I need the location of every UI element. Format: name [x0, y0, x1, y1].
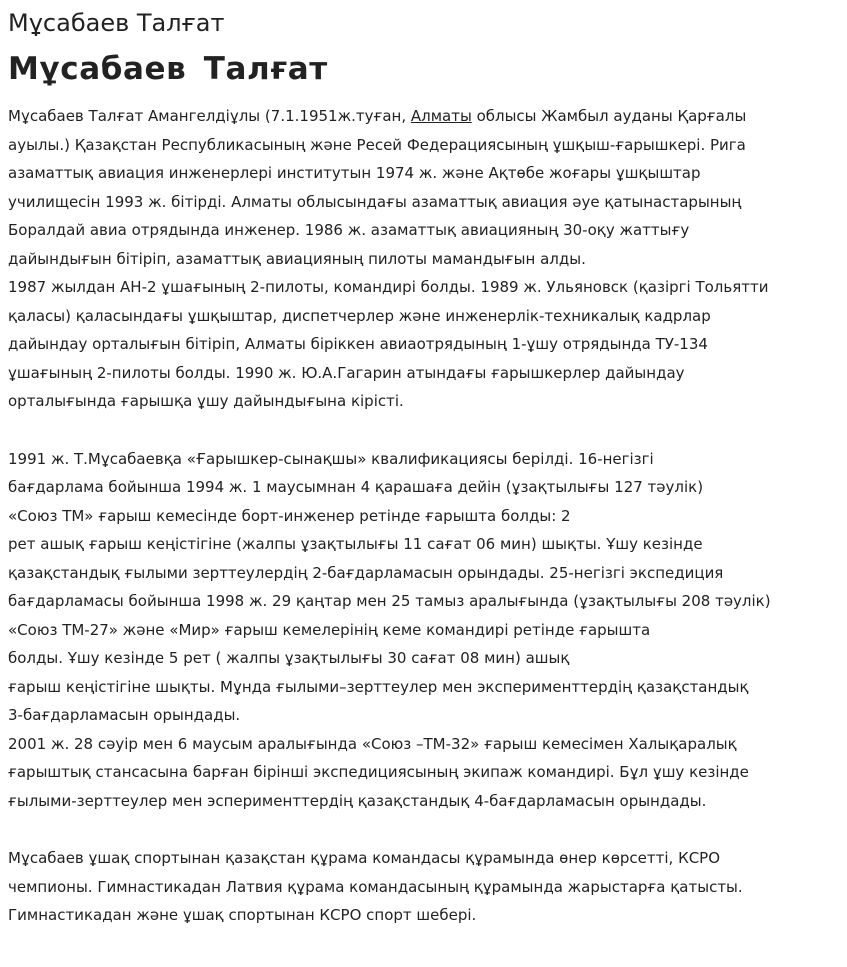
paragraph-biography [8, 102, 839, 273]
paragraph-line: бағдарламасы бойынша 1998 ж. 29 қаңтар мен 25 тамыз аралығында (ұзақтылығы 208 тәулік) [8, 592, 771, 610]
paragraph-line: бағдарлама бойынша 1994 ж. 1 маусымнан 4 қарашаға дейін (ұзақтылығы 127 тәулік) [8, 478, 704, 496]
paragraph-line: ғарыш кеңістігіне шықты. Мұнда ғылыми–зерттеулер мен эксперименттердің қазақстандық [8, 677, 749, 696]
paragraph-line: қазақстандық ғылыми зерттеулердің 2-бағдарламасын орындады. 25-негізгі экспедиция [8, 563, 724, 582]
paragraph-line: ұшағының 2-пилоты болды. 1990 ж. Ю.А.Гагарин атындағы ғарышкерлер дайындау [8, 363, 685, 382]
paragraph-iss-mission [8, 730, 839, 816]
paragraph-line: «Союз ТМ-27» және «Мир» ғарыш кемелерінің кеме командирі ретінде ғарышта [8, 620, 651, 639]
paragraph-line: чемпионы. Гимнастикадан Латвия құрама командасының құрамында жарыстарға қатысты. [8, 877, 743, 896]
text-span: облысы Жамбыл ауданы Қарғалы [471, 107, 747, 125]
paragraph-sports [8, 844, 839, 930]
paragraph-line: 1987 жылдан АН-2 ұшағының 2-пилоты, командирі болды. 1989 ж. Ульяновск (қазіргі Тольятти [8, 278, 769, 296]
paragraph-line: Боралдай авиа отрядында инженер. 1986 ж. азаматтық авиацияның 30-оқу жаттығу [8, 221, 690, 239]
paragraph-line: Мұсабаев ұшақ спортынан қазақстан құрама командасы құрамында өнер көрсетті, КСРО [8, 849, 721, 867]
paragraph-line: Гимнастикадан және ұшақ спортынан КСРО спорт шебері. [8, 906, 477, 924]
paragraph-line: ауылы.) Қазақстан Республикасының және Ресей Федерациясының ұшқыш-ғарышкері. Рига [8, 135, 746, 154]
paragraph-line: ғылыми-зерттеулер мен эсперименттердің қазақстандық 4-бағдарламасын орындады. [8, 791, 707, 810]
paragraph-line: «Союз ТМ» ғарыш кемесінде борт-инженер ретінде ғарышта болды: 2 [8, 506, 571, 525]
paragraph-line [8, 102, 839, 131]
paragraph-line: қаласы) қаласындағы ұшқыштар, диспетчерлер және инженерлік-техникалық кадрлар [8, 306, 711, 325]
paragraph-line: 2001 ж. 28 сәуір мен 6 маусым аралығында «Союз –ТМ-32» ғарыш кемесімен Халықаралық [8, 734, 737, 753]
paragraph-line: училищесін 1993 ж. бітірді. Алматы облысындағы азаматтық авиация әуе қатынастарының [8, 192, 742, 211]
article-title: Мұсабаев Талғат [8, 51, 328, 87]
paragraph-career [8, 273, 839, 416]
site-title: Мұсабаев Талғат [8, 9, 225, 37]
paragraph-line: 3-бағдарламасын орындады. [8, 706, 241, 724]
paragraph-missions [8, 445, 839, 730]
paragraph-line: дайындау орталығын бітіріп, Алматы біріккен авиаотрядының 1-ұшу отрядында ТУ-134 [8, 335, 708, 353]
paragraph-line: рет ашық ғарыш кеңістігіне (жалпы ұзақтылығы 11 сағат 06 мин) шықты. Ұшу кезінде [8, 535, 703, 553]
paragraph-line: ғарыштық стансасына барған бірінші экспедициясының экипаж командирі. Бұл ұшу кезінде [8, 763, 749, 781]
paragraph-line: 1991 ж. Т.Мұсабаевқа «Ғарышкер-сынақшы» квалификациясы берілді. 16-негізгі [8, 449, 654, 468]
paragraph-line: азаматтық авиация инженерлері институтын 1974 ж. және Ақтөбе жоғары ұшқыштар [8, 164, 701, 182]
article-body [8, 102, 839, 930]
text-span: Мұсабаев Талғат Амангелдіұлы (7.1.1951ж.туған, [8, 107, 411, 125]
paragraph-gap [8, 815, 839, 844]
almaty-link[interactable]: Алматы [410, 107, 472, 125]
paragraph-line: орталығында ғарышқа ұшу дайындығына кірісті. [8, 392, 404, 410]
paragraph-line: дайындығын бітіріп, азаматтық авиацияның пилоты мамандығын алды. [8, 249, 586, 268]
paragraph-gap [8, 416, 839, 445]
paragraph-line: болды. Ұшу кезінде 5 рет ( жалпы ұзақтылығы 30 сағат 08 мин) ашық [8, 649, 570, 667]
